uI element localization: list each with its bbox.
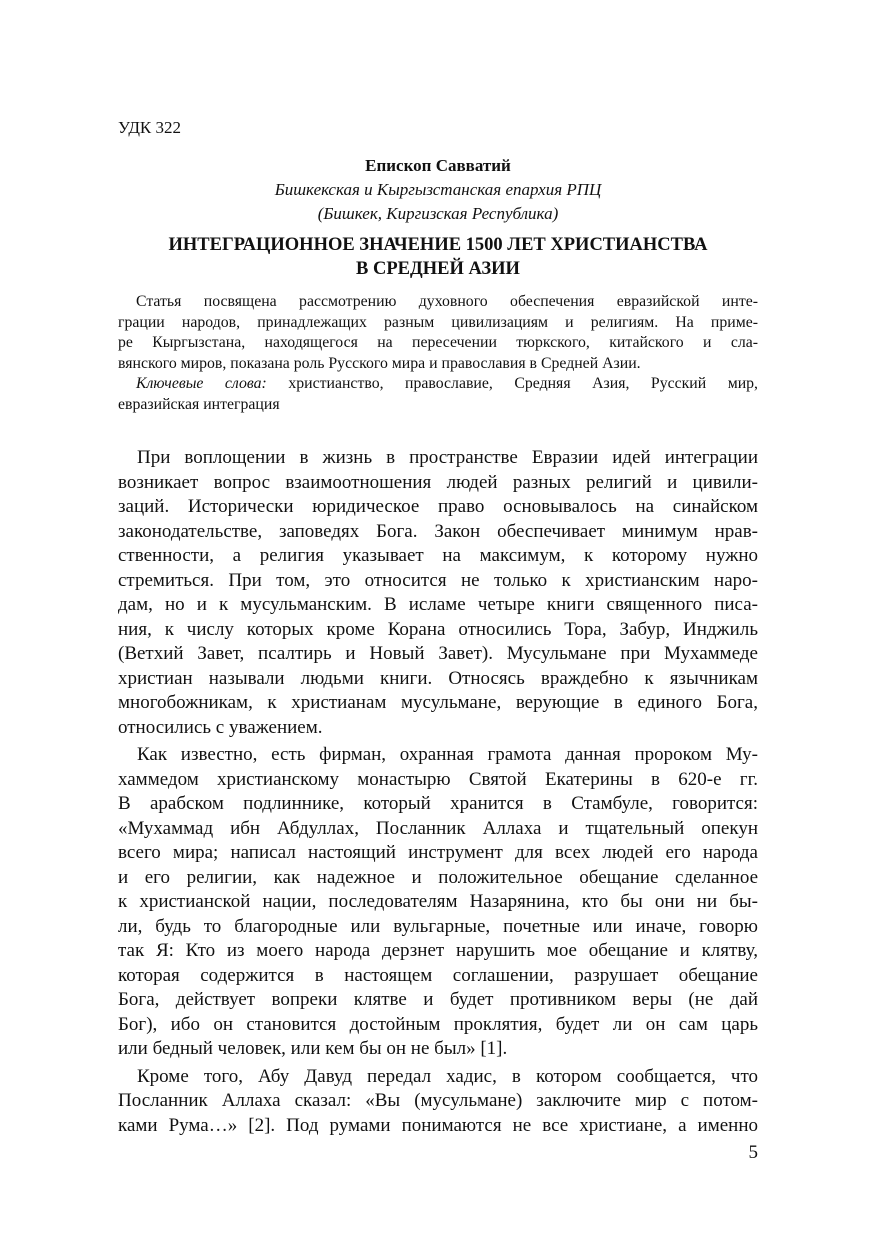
- keywords-line: [118, 374, 758, 395]
- title-line-1: ИНТЕГРАЦИОННОЕ ЗНАЧЕНИЕ 1500 ЛЕТ ХРИСТИАНСТВА: [168, 235, 708, 255]
- abstract-line: грации народов, принадлежащих разным цивилизациям и религиям. На приме-: [118, 313, 758, 331]
- body-line: всего мира; написал настоящий инструмент для всех людей его народа: [118, 842, 758, 863]
- page-number: 5: [748, 1142, 758, 1163]
- body-line: многобожникам, к христианам мусульмане, верующие в единого Бога,: [118, 692, 758, 713]
- paragraph-1: [118, 446, 758, 740]
- abstract-line: Статья посвящена рассмотрению духовного обеспечения евразийской инте-: [136, 293, 758, 310]
- article-body: [118, 446, 758, 1141]
- body-line: которая содержится в настоящем соглашении, разрушает обещание: [118, 964, 758, 986]
- body-line: Кроме того, Абу Давуд передал хадис, в котором сообщается, что: [137, 1065, 758, 1087]
- body-line: ния, к числу которых кроме Корана относились Тора, Забур, Инджиль: [118, 618, 758, 640]
- body-line: ственности, а религия указывает на максимум, к которому нужно: [118, 545, 758, 566]
- author-block: [118, 154, 758, 226]
- udk-code: УДК 322: [118, 118, 182, 137]
- body-line: Бога, действует вопреки клятве и будет противником веры (не дай: [118, 989, 758, 1010]
- body-line: христиан называли людьми книги. Относясь враждебно к язычникам: [118, 667, 758, 689]
- body-line: относились с уважением.: [118, 716, 323, 738]
- paragraph-3: [118, 1065, 758, 1139]
- body-line: В арабском подлиннике, который хранится в Стамбуле, говорится:: [118, 793, 758, 814]
- body-line: стремиться. При том, это относится не только к христианским наро-: [118, 569, 758, 591]
- author-affiliation: Бишкекская и Кыргызстанская епархия РПЦ: [274, 180, 602, 199]
- body-line: Как известно, есть фирман, охранная грамота данная пророком Му-: [137, 744, 758, 765]
- body-line: ли, будь то благородные или вульгарные, почетные или иначе, говорю: [118, 915, 758, 937]
- body-line: (Ветхий Завет, псалтирь и Новый Завет). Мусульмане при Мухаммеде: [118, 643, 758, 664]
- body-line: так Я: Кто из моего народа дерзнет нарушить мое обещание и клятву,: [118, 940, 758, 961]
- body-line: ками Рума…» [2]. Под румами понимаются не все христиане, а именно: [118, 1114, 758, 1136]
- body-line: и его религии, как надежное и положительное обещание сделанное: [118, 866, 758, 888]
- body-line: «Мухаммад ибн Абдуллах, Посланник Аллаха и тщательный опекун: [118, 817, 758, 839]
- keywords-label: Ключевые слова:: [136, 375, 267, 393]
- abstract-line: вянского миров, показана роль Русского мира и православия в Средней Азии.: [118, 354, 641, 372]
- body-line: хаммедом христианскому монастырю Святой Екатерины в 620-е гг.: [118, 768, 758, 790]
- author-location: (Бишкек, Киргизская Республика): [317, 204, 559, 223]
- body-line: При воплощении в жизнь в пространстве Евразии идей интеграции: [137, 447, 758, 468]
- body-line: возникает вопрос взаимоотношения людей разных религий и цивили-: [118, 471, 758, 493]
- keywords-line-2: евразийская интеграция: [118, 395, 280, 413]
- body-line: законодательстве, заповедях Бога. Закон обеспечивает минимум нрав-: [118, 520, 758, 542]
- article-title: [118, 233, 758, 281]
- body-line: заций. Исторически юридическое право основывалось на синайском: [118, 496, 758, 517]
- body-line: Бог), ибо он становится достойным проклятия, будет ли он сам царь: [118, 1013, 758, 1035]
- author-name: Епископ Савватий: [365, 156, 511, 175]
- body-line: Посланник Аллаха сказал: «Вы (мусульмане) заключите мир с потом-: [118, 1090, 758, 1111]
- body-line: дам, но и к мусульманским. В исламе четыре книги священного писа-: [118, 594, 758, 615]
- title-line-2: В СРЕДНЕЙ АЗИИ: [356, 259, 520, 279]
- body-line: к христианской нации, последователям Назарянина, кто бы они ни бы-: [118, 891, 758, 912]
- abstract-line: ре Кыргызстана, находящегося на пересечении тюркского, китайского и сла-: [118, 334, 758, 352]
- paragraph-2: [118, 743, 758, 1062]
- keywords-text: христианство, православие, Средняя Азия, Русский мир,: [288, 375, 758, 393]
- abstract: [118, 292, 758, 416]
- body-line: или бедный человек, или кем бы он не был» [1].: [118, 1038, 508, 1059]
